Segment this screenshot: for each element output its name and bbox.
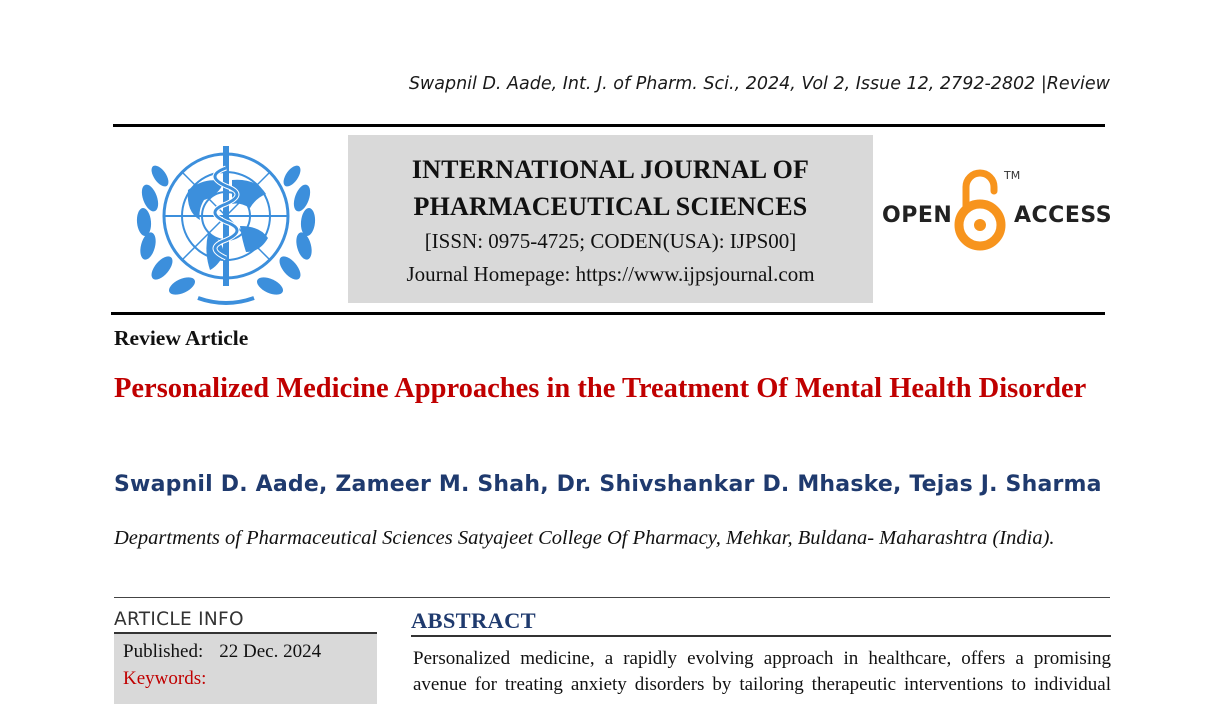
author-list: Swapnil D. Aade, Zameer M. Shah, Dr. Shivshankar D. Mhaske, Tejas J. Sharma (114, 472, 1102, 497)
published-date: 22 Dec. 2024 (219, 641, 322, 662)
article-title: Personalized Medicine Approaches in the Treatment Of Mental Health Disorder (114, 373, 1087, 404)
journal-homepage: Journal Homepage: https://www.ijpsjournal.com (406, 262, 815, 286)
author-affiliation: Departments of Pharmaceutical Sciences Satyajeet College Of Pharmacy, Mehkar, Buldana- Maharashtra (India). (114, 527, 1055, 549)
published-date-row (123, 641, 321, 663)
header-bottom-rule (111, 312, 1105, 315)
published-label: Published: (123, 641, 204, 662)
abstract-line-2: avenue for treating anxiety disorders by tailoring therapeutic interventions to individual (413, 674, 1111, 695)
abstract-text (413, 646, 1111, 698)
open-access-left-word: OPEN (882, 203, 953, 228)
journal-issn: [ISSN: 0975-4725; CODEN(USA): IJPS00] (424, 229, 797, 253)
journal-masthead (348, 135, 873, 303)
abstract-line-1: Personalized medicine, a rapidly evolving approach in healthcare, offers a promising (413, 648, 1111, 669)
open-access-logo (880, 165, 1113, 255)
running-header-citation: Swapnil D. Aade, Int. J. of Pharm. Sci., 2024, Vol 2, Issue 12, 2792-2802 |Review (408, 74, 1110, 94)
journal-emblem-logo (128, 138, 324, 306)
header-top-rule (113, 124, 1105, 127)
journal-name-line1: INTERNATIONAL JOURNAL OF (411, 155, 810, 184)
abstract-underline (411, 635, 1111, 637)
abstract-heading: ABSTRACT (411, 608, 536, 633)
open-access-right-word: ACCESS (1014, 203, 1113, 228)
journal-name-line2: PHARMACEUTICAL SCIENCES (413, 192, 808, 221)
article-info-heading: ARTICLE INFO (114, 609, 244, 630)
trademark-mark: TM (1004, 169, 1021, 182)
article-info-underline (114, 632, 377, 634)
article-type: Review Article (114, 326, 249, 350)
keywords-label: Keywords: (123, 668, 207, 689)
section-divider (114, 597, 1110, 598)
